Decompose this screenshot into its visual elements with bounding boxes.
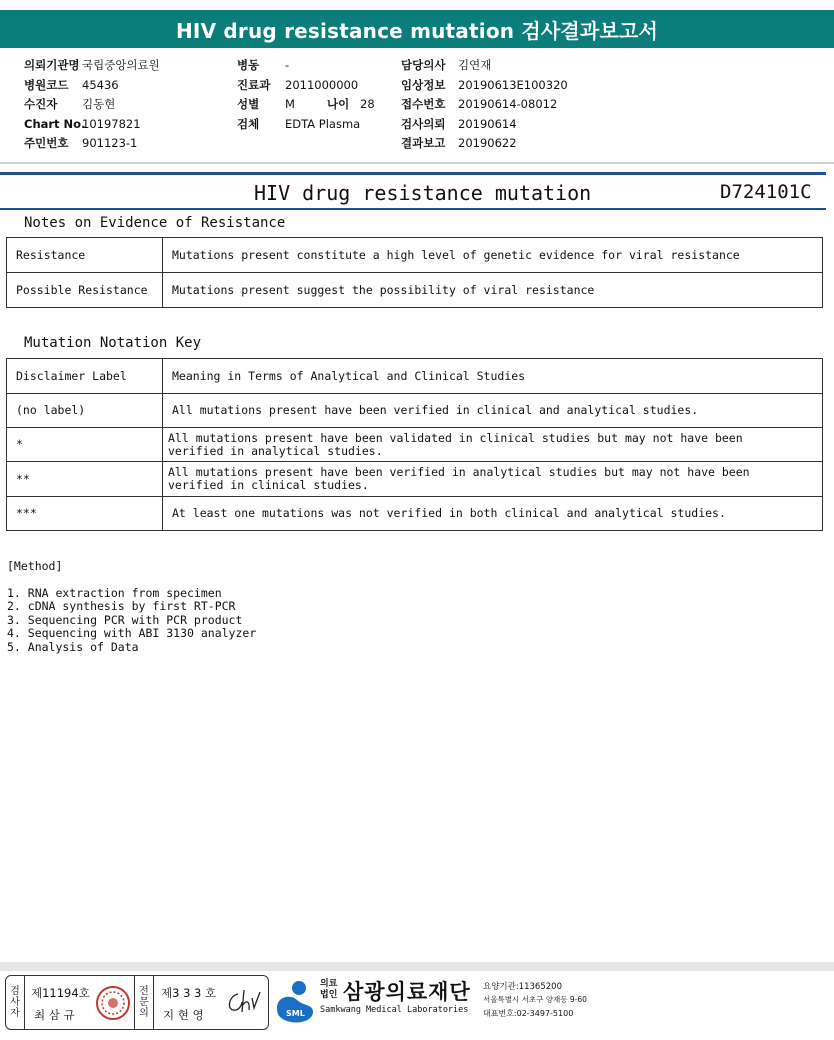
examiner-tag-text: 검 사 자 bbox=[10, 986, 20, 1019]
org-name: 삼광의료재단 bbox=[343, 980, 471, 1004]
org-code: 요양기관:11365200 bbox=[483, 982, 562, 992]
specialist-number: 제3 3 3 호 bbox=[161, 986, 217, 1000]
logo-text: SML bbox=[286, 1009, 305, 1018]
info-label: 검사의뢰 bbox=[401, 116, 446, 131]
info-label: 성별 bbox=[237, 97, 260, 111]
notation-text: All mutations present have been verified in analytical studies but may not have been verified in clinical studies. bbox=[163, 462, 823, 497]
info-value: 20190614 bbox=[458, 116, 517, 131]
info-label: 검체 bbox=[237, 116, 260, 131]
method-section bbox=[7, 560, 256, 655]
evidence-label: Possible Resistance bbox=[7, 273, 163, 308]
info-label: 병동 bbox=[237, 58, 260, 72]
info-value: 김동현 bbox=[82, 97, 116, 111]
footer-band bbox=[0, 962, 834, 971]
info-value: 2011000000 bbox=[285, 77, 359, 92]
evidence-text: Mutations present suggest the possibility of viral resistance bbox=[163, 273, 823, 308]
table-row bbox=[7, 238, 823, 273]
table-row bbox=[7, 394, 823, 428]
divider bbox=[0, 162, 834, 164]
examiner-tag bbox=[6, 976, 25, 1029]
table-header-row bbox=[7, 359, 823, 394]
specialist-name: 지 현 영 bbox=[163, 1008, 204, 1022]
column-header: Meaning in Terms of Analytical and Clinical Studies bbox=[163, 359, 823, 394]
examiner-number: 제11194호 bbox=[31, 986, 90, 1000]
specialist-tag bbox=[135, 976, 154, 1029]
info-value: 20190613E100320 bbox=[458, 77, 568, 92]
info-value: 45436 bbox=[82, 77, 119, 92]
table-row bbox=[7, 462, 823, 497]
patient-info-col1 bbox=[24, 56, 160, 154]
method-step: 4. Sequencing with ABI 3130 analyzer bbox=[7, 626, 257, 641]
org-english: Samkwang Medical Laboratories bbox=[320, 1005, 469, 1015]
info-label: 병원코드 bbox=[24, 77, 69, 92]
report-title-rule-top bbox=[0, 172, 826, 175]
info-label: 결과보고 bbox=[401, 136, 446, 150]
report-code: D724101C bbox=[720, 181, 812, 203]
specialist-tag-text: 전 문 의 bbox=[139, 986, 149, 1019]
method-step: 1. RNA extraction from specimen bbox=[7, 585, 222, 600]
notation-text: All mutations present have been validated in clinical studies but may not have been verified in analytical studies. bbox=[163, 428, 823, 462]
info-label: 의뢰기관명 bbox=[24, 58, 80, 72]
table-row bbox=[7, 428, 823, 462]
notation-text: All mutations present have been verified in clinical and analytical studies. bbox=[163, 394, 823, 428]
age-label: 나이 bbox=[327, 97, 350, 111]
org-prefix: 의료법인 bbox=[320, 979, 338, 1000]
lab-organization bbox=[271, 976, 831, 1028]
info-value: 901123-1 bbox=[82, 136, 138, 150]
patient-info-col2 bbox=[237, 56, 375, 134]
method-step: 5. Analysis of Data bbox=[7, 639, 139, 654]
notation-label: *** bbox=[7, 497, 163, 531]
info-label: 주민번호 bbox=[24, 136, 69, 150]
info-value: - bbox=[285, 58, 290, 72]
evidence-text: Mutations present constitute a high level of genetic evidence for viral resistance bbox=[163, 238, 823, 273]
signature-icon bbox=[224, 986, 264, 1018]
patient-info-col3 bbox=[401, 56, 568, 154]
age-value: 28 bbox=[360, 97, 375, 111]
seal-stamp-icon bbox=[94, 983, 132, 1023]
info-value: 20190614-08012 bbox=[458, 97, 558, 111]
sml-logo-icon bbox=[271, 978, 317, 1024]
table-row bbox=[7, 273, 823, 308]
report-title-rule-bottom bbox=[0, 208, 826, 210]
info-value: 국립중앙의료원 bbox=[82, 58, 160, 72]
report-title: HIV drug resistance mutation bbox=[254, 181, 592, 205]
notation-text: At least one mutations was not verified in both clinical and analytical studies. bbox=[163, 497, 823, 531]
notation-label: (no label) bbox=[7, 394, 163, 428]
org-address: 서울특별시 서초구 양재동 9-60 bbox=[483, 995, 587, 1004]
notation-label: * bbox=[7, 428, 163, 462]
table-row bbox=[7, 497, 823, 531]
info-value: 10197821 bbox=[82, 116, 141, 131]
evidence-label: Resistance bbox=[7, 238, 163, 273]
header-title: HIV drug resistance mutation 검사결과보고서 bbox=[175, 18, 659, 43]
info-label: 임상정보 bbox=[401, 77, 446, 92]
evidence-table bbox=[6, 237, 823, 308]
method-heading: [Method] bbox=[7, 559, 63, 573]
notation-heading: Mutation Notation Key bbox=[24, 335, 202, 351]
org-phone: 대표번호:02-3497-5100 bbox=[483, 1009, 574, 1018]
method-step: 3. Sequencing PCR with PCR product bbox=[7, 612, 243, 627]
notation-label: ** bbox=[7, 462, 163, 497]
info-label: 접수번호 bbox=[401, 97, 446, 111]
info-label: 진료과 bbox=[237, 77, 271, 92]
signature-box bbox=[5, 975, 269, 1030]
method-step: 2. cDNA synthesis by first RT-PCR bbox=[7, 599, 236, 614]
examiner-name: 최 삼 규 bbox=[34, 1008, 75, 1022]
report-header-banner bbox=[0, 10, 834, 48]
info-label: 담당의사 bbox=[401, 58, 446, 72]
info-value: EDTA Plasma bbox=[285, 116, 361, 131]
notation-table bbox=[6, 358, 823, 531]
info-label: Chart No. bbox=[24, 116, 86, 131]
evidence-heading: Notes on Evidence of Resistance bbox=[24, 215, 286, 231]
info-value: 김연재 bbox=[458, 58, 492, 72]
info-label: 수진자 bbox=[24, 97, 58, 111]
column-header: Disclaimer Label bbox=[7, 359, 163, 394]
info-value: 20190622 bbox=[458, 136, 517, 150]
info-value: M bbox=[285, 97, 295, 111]
